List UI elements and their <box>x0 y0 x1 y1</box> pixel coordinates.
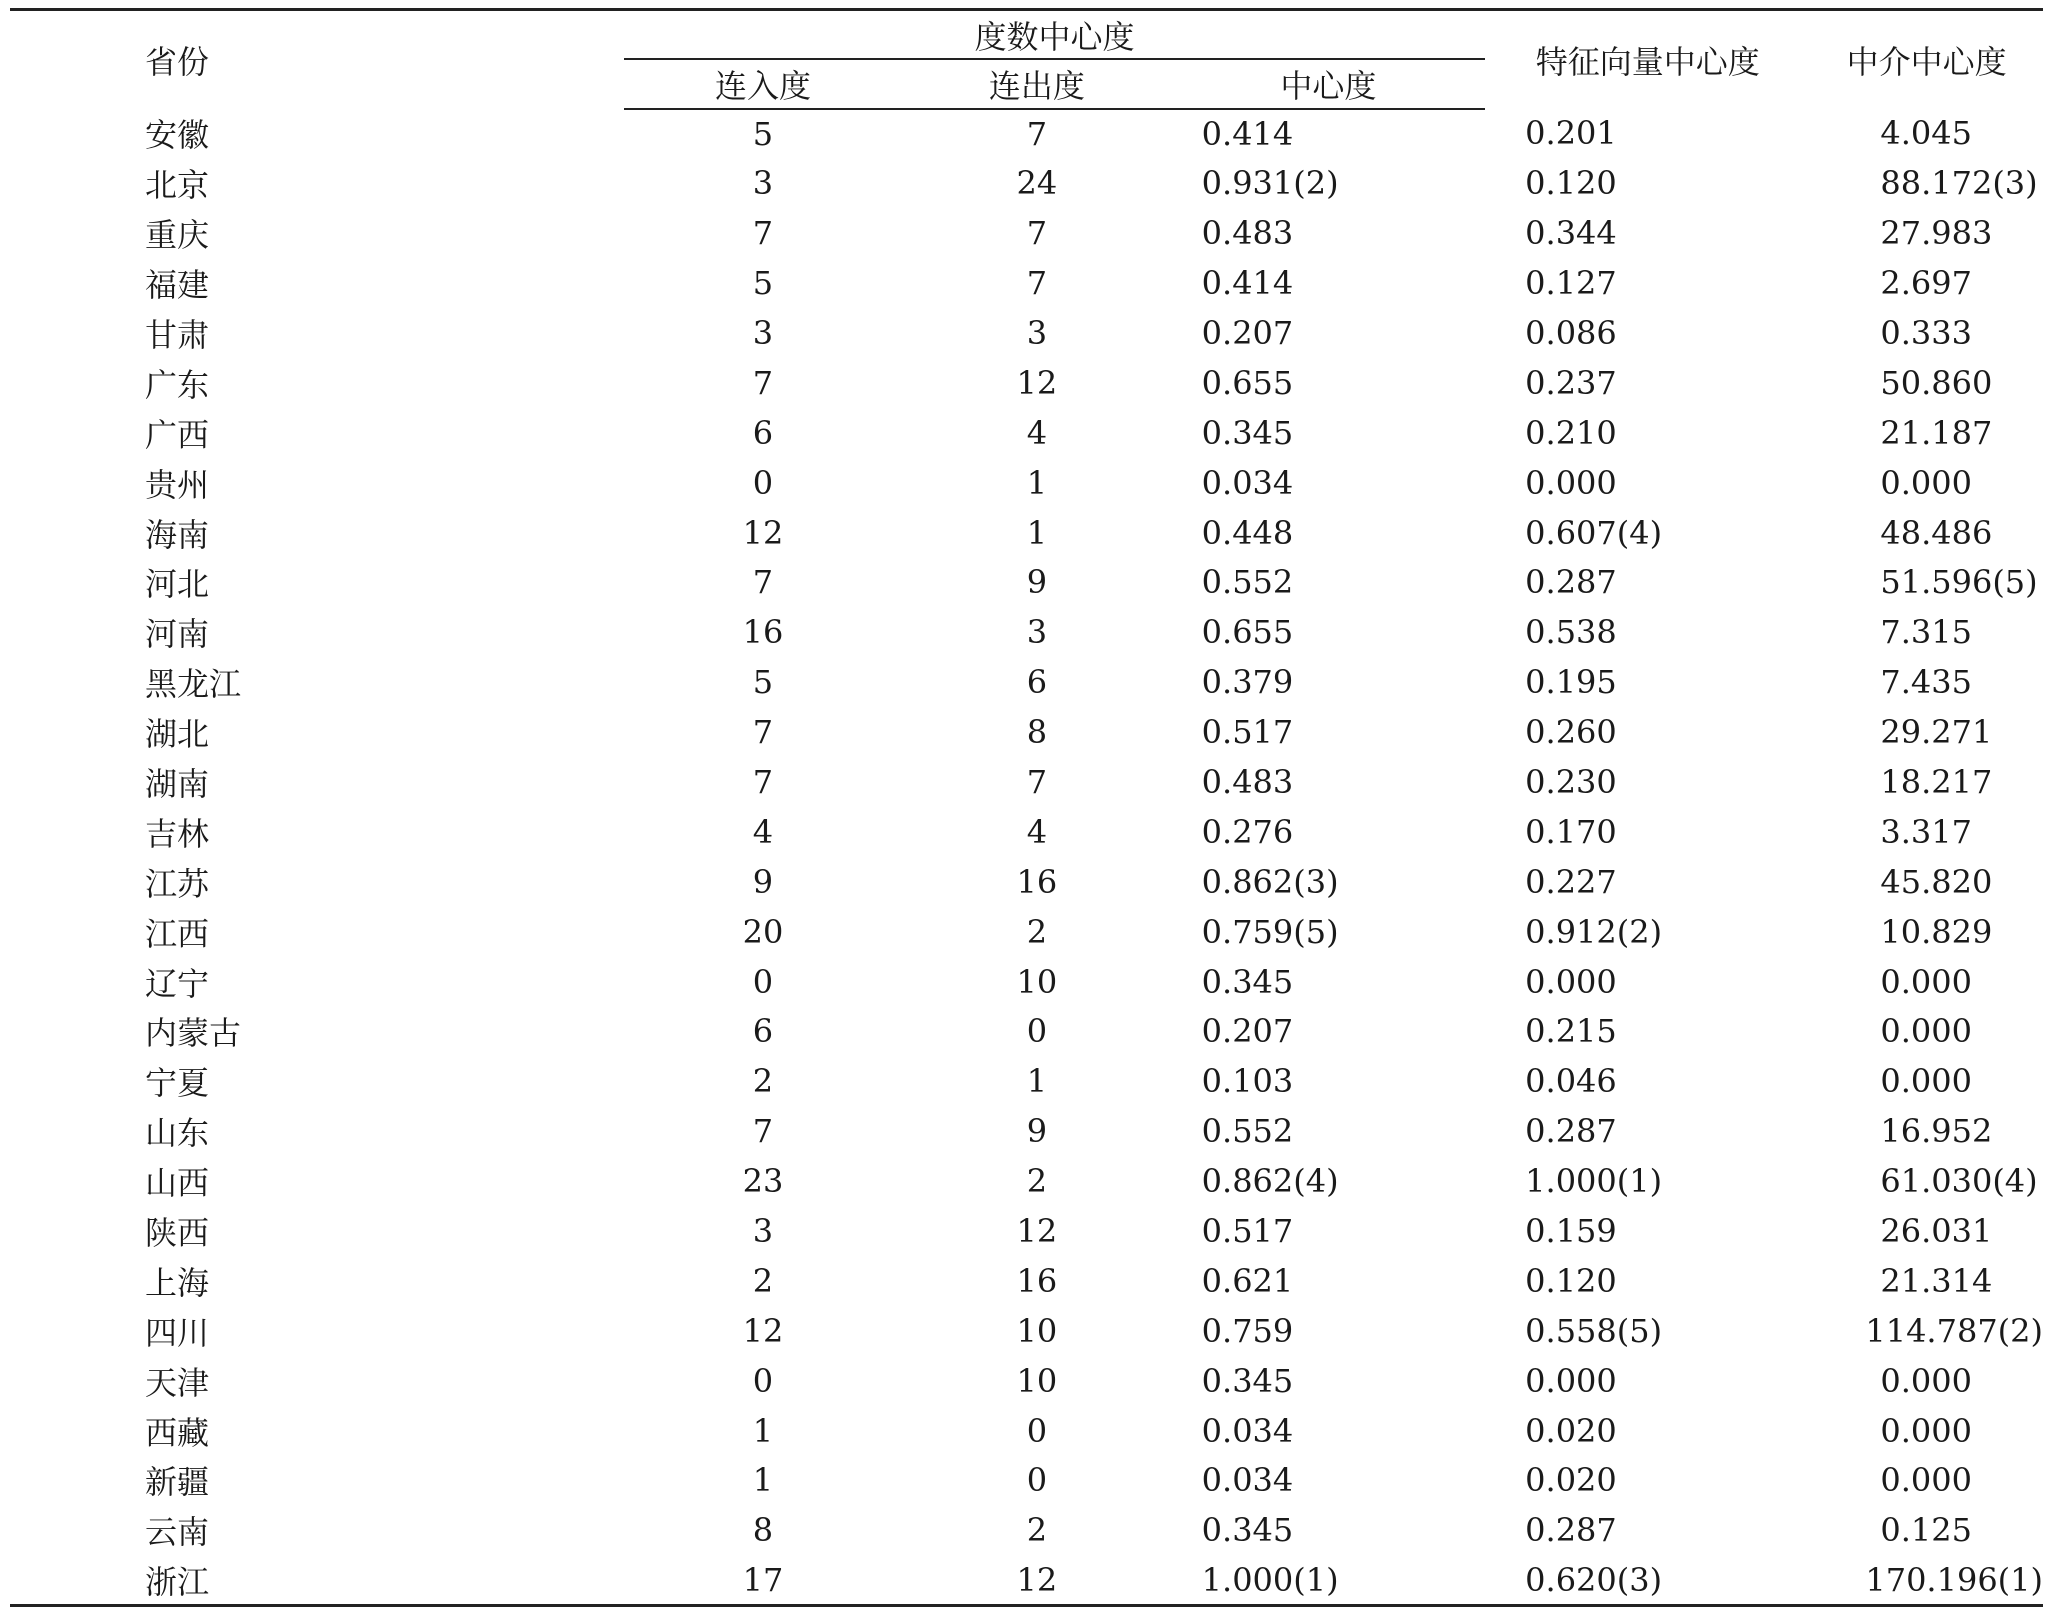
cell-province: 新疆 <box>145 1463 210 1502</box>
cell-eigenvector: 0.287 <box>1525 563 1617 602</box>
cell-betweenness: 26.031 <box>1880 1212 1993 1251</box>
cell-out-degree: 8 <box>1026 713 1048 752</box>
cell-degree-centrality: 0.552 <box>1201 1112 1294 1151</box>
cell-eigenvector: 0.538 <box>1525 613 1617 652</box>
table-row <box>10 757 2043 807</box>
cell-eigenvector: 0.210 <box>1525 413 1617 452</box>
cell-province: 云南 <box>145 1513 210 1552</box>
cell-out-degree: 2 <box>1026 1511 1048 1550</box>
cell-out-degree: 7 <box>1026 763 1048 802</box>
cell-betweenness: 4.045 <box>1880 114 1972 153</box>
cell-betweenness: 48.486 <box>1880 513 1993 552</box>
cell-eigenvector: 0.201 <box>1525 114 1617 153</box>
cell-betweenness: 0.000 <box>1880 1062 1972 1101</box>
cell-province: 山西 <box>145 1164 210 1203</box>
cell-out-degree: 3 <box>1026 314 1048 352</box>
cell-eigenvector: 0.230 <box>1525 763 1617 802</box>
cell-out-degree: 4 <box>1026 413 1048 452</box>
header-province: 省份 <box>10 10 624 109</box>
cell-out-degree: 7 <box>1026 114 1048 153</box>
cell-degree-centrality: 0.034 <box>1201 1411 1294 1450</box>
cell-in-degree: 7 <box>752 363 774 402</box>
cell-province: 天津 <box>145 1363 210 1402</box>
cell-eigenvector: 0.344 <box>1525 214 1617 253</box>
cell-out-degree: 0 <box>1026 1012 1048 1051</box>
cell-in-degree: 0 <box>752 463 774 502</box>
table-row <box>10 807 2043 857</box>
table-row <box>10 857 2043 907</box>
cell-eigenvector: 0.170 <box>1525 812 1617 851</box>
cell-eigenvector: 0.195 <box>1525 663 1617 702</box>
cell-degree-centrality: 0.517 <box>1201 713 1294 752</box>
header-row-top <box>10 10 2043 60</box>
header-out-degree: 连出度 <box>902 60 1172 109</box>
table-row <box>10 1256 2043 1306</box>
table-row <box>10 508 2043 558</box>
cell-eigenvector: 0.120 <box>1525 164 1617 203</box>
cell-betweenness: 16.952 <box>1880 1112 1993 1151</box>
cell-degree-centrality: 0.345 <box>1201 962 1294 1001</box>
header-degree-group: 度数中心度 <box>624 10 1485 60</box>
cell-out-degree: 9 <box>1026 563 1048 602</box>
cell-out-degree: 4 <box>1026 812 1048 851</box>
table-row <box>10 109 2043 159</box>
cell-province: 陕西 <box>145 1214 210 1253</box>
cell-province: 江苏 <box>145 864 210 903</box>
cell-betweenness: 170.196(1) <box>1810 1555 2043 1605</box>
cell-in-degree: 5 <box>752 663 774 702</box>
table-row <box>10 1306 2043 1356</box>
cell-province: 海南 <box>145 515 210 554</box>
cell-degree-centrality: 0.345 <box>1201 1511 1294 1550</box>
cell-in-degree: 7 <box>752 1112 774 1151</box>
table-row <box>10 707 2043 757</box>
cell-degree-centrality: 1.000(1) <box>1172 1555 1486 1605</box>
header-in-degree: 连入度 <box>624 60 902 109</box>
cell-province: 甘肃 <box>145 316 210 354</box>
header-degree-centrality: 中心度 <box>1172 60 1486 109</box>
cell-in-degree: 3 <box>752 164 774 203</box>
table-row <box>10 1406 2043 1456</box>
cell-eigenvector: 0.120 <box>1525 1261 1617 1300</box>
cell-betweenness: 0.125 <box>1880 1511 1972 1550</box>
table-row <box>10 1007 2043 1057</box>
cell-degree-centrality: 0.448 <box>1201 513 1294 552</box>
cell-in-degree: 6 <box>752 413 774 452</box>
cell-in-degree: 12 <box>742 513 784 552</box>
cell-betweenness: 0.333 <box>1880 314 1972 352</box>
cell-in-degree: 1 <box>752 1461 774 1500</box>
cell-out-degree: 0 <box>1026 1411 1048 1450</box>
cell-in-degree: 7 <box>752 763 774 802</box>
cell-degree-centrality: 0.207 <box>1201 1012 1294 1051</box>
cell-eigenvector: 0.287 <box>1525 1112 1617 1151</box>
cell-in-degree: 8 <box>752 1511 774 1550</box>
cell-betweenness: 3.317 <box>1880 812 1972 851</box>
cell-degree-centrality: 0.345 <box>1201 1361 1294 1400</box>
cell-eigenvector: 0.215 <box>1525 1012 1617 1051</box>
cell-eigenvector: 0.159 <box>1525 1212 1617 1251</box>
cell-eigenvector: 0.620(3) <box>1485 1555 1810 1605</box>
table-row <box>10 1106 2043 1156</box>
table-row <box>10 358 2043 408</box>
cell-out-degree: 7 <box>1026 214 1048 253</box>
cell-degree-centrality: 0.414 <box>1201 264 1294 303</box>
cell-degree-centrality: 0.483 <box>1201 763 1294 802</box>
cell-province: 河南 <box>145 615 210 654</box>
cell-province: 湖北 <box>145 715 210 754</box>
cell-betweenness: 0.000 <box>1880 962 1972 1001</box>
table-row <box>10 957 2043 1007</box>
header-betweenness: 中介中心度 <box>1810 10 2043 109</box>
cell-betweenness: 0.000 <box>1880 1361 1972 1400</box>
table-body <box>10 109 2043 1606</box>
cell-in-degree: 0 <box>752 1361 774 1400</box>
table-row <box>10 1356 2043 1406</box>
cell-in-degree: 16 <box>742 613 784 652</box>
cell-province: 重庆 <box>145 216 210 255</box>
cell-in-degree: 23 <box>742 1162 784 1201</box>
cell-degree-centrality: 0.862(4) <box>1201 1162 1339 1201</box>
cell-out-degree: 10 <box>1016 1311 1058 1350</box>
cell-province: 内蒙古 <box>145 1014 242 1053</box>
cell-province: 北京 <box>145 166 210 205</box>
table-row <box>10 208 2043 258</box>
cell-in-degree: 0 <box>752 962 774 1001</box>
cell-out-degree: 12 <box>902 1555 1172 1605</box>
table-row <box>10 158 2043 208</box>
centrality-table <box>10 8 2043 1607</box>
cell-in-degree: 3 <box>752 1212 774 1251</box>
cell-out-degree: 10 <box>1016 962 1058 1001</box>
cell-eigenvector: 0.000 <box>1525 1361 1617 1400</box>
cell-degree-centrality: 0.759 <box>1201 1311 1294 1350</box>
table-row <box>10 1156 2043 1206</box>
cell-out-degree: 10 <box>1016 1361 1058 1400</box>
table-header <box>10 10 2043 109</box>
cell-degree-centrality: 0.862(3) <box>1201 862 1339 901</box>
cell-degree-centrality: 0.207 <box>1201 314 1294 352</box>
cell-province: 福建 <box>145 266 210 305</box>
cell-eigenvector: 0.000 <box>1525 962 1617 1001</box>
cell-eigenvector: 1.000(1) <box>1525 1162 1663 1201</box>
cell-eigenvector: 0.127 <box>1525 264 1617 303</box>
cell-eigenvector: 0.237 <box>1525 363 1617 402</box>
cell-province: 四川 <box>145 1313 210 1352</box>
cell-out-degree: 12 <box>1016 1212 1058 1251</box>
cell-eigenvector: 0.287 <box>1525 1511 1617 1550</box>
cell-province: 贵州 <box>145 465 210 504</box>
cell-degree-centrality: 0.621 <box>1201 1261 1294 1300</box>
cell-out-degree: 7 <box>1026 264 1048 303</box>
cell-degree-centrality: 0.655 <box>1201 363 1294 402</box>
table-row <box>10 1056 2043 1106</box>
table-row <box>10 1555 2043 1605</box>
cell-eigenvector: 0.020 <box>1525 1411 1617 1450</box>
cell-betweenness: 0.000 <box>1880 1461 1972 1500</box>
cell-degree-centrality: 0.483 <box>1201 214 1294 253</box>
cell-out-degree: 6 <box>1026 663 1048 702</box>
cell-province: 河北 <box>145 565 210 604</box>
table-row <box>10 1505 2043 1555</box>
cell-province: 黑龙江 <box>145 665 242 704</box>
cell-in-degree: 1 <box>752 1411 774 1450</box>
cell-degree-centrality: 0.655 <box>1201 613 1294 652</box>
cell-betweenness: 21.314 <box>1880 1261 1993 1300</box>
cell-in-degree: 9 <box>752 862 774 901</box>
cell-degree-centrality: 0.759(5) <box>1201 912 1339 951</box>
cell-out-degree: 2 <box>1026 1162 1048 1201</box>
cell-degree-centrality: 0.517 <box>1201 1212 1294 1251</box>
cell-in-degree: 3 <box>752 314 774 352</box>
cell-betweenness: 7.315 <box>1880 613 1972 652</box>
table-row <box>10 657 2043 707</box>
cell-out-degree: 16 <box>1016 862 1058 901</box>
cell-out-degree: 3 <box>1026 613 1048 652</box>
cell-eigenvector: 0.912(2) <box>1525 912 1663 951</box>
cell-betweenness: 51.596(5) <box>1880 563 2038 602</box>
cell-eigenvector: 0.607(4) <box>1525 513 1663 552</box>
cell-out-degree: 16 <box>1016 1261 1058 1300</box>
cell-out-degree: 1 <box>1026 1062 1048 1101</box>
cell-eigenvector: 0.020 <box>1525 1461 1617 1500</box>
table-row <box>10 607 2043 657</box>
cell-in-degree: 7 <box>752 563 774 602</box>
cell-betweenness: 50.860 <box>1880 363 1993 402</box>
table-row <box>10 458 2043 508</box>
cell-in-degree: 5 <box>752 264 774 303</box>
cell-in-degree: 20 <box>742 912 784 951</box>
cell-province: 湖南 <box>145 765 210 804</box>
cell-betweenness: 27.983 <box>1880 214 1993 253</box>
cell-in-degree: 2 <box>752 1062 774 1101</box>
table-row <box>10 907 2043 957</box>
cell-in-degree: 5 <box>752 114 774 153</box>
cell-province: 江西 <box>145 914 210 953</box>
cell-betweenness: 21.187 <box>1880 413 1993 452</box>
cell-degree-centrality: 0.276 <box>1201 812 1294 851</box>
cell-betweenness: 18.217 <box>1880 763 1993 802</box>
cell-in-degree: 4 <box>752 812 774 851</box>
cell-province: 广东 <box>145 365 210 404</box>
cell-degree-centrality: 0.034 <box>1201 463 1294 502</box>
cell-degree-centrality: 0.931(2) <box>1201 164 1339 203</box>
cell-out-degree: 1 <box>1026 513 1048 552</box>
cell-betweenness: 61.030(4) <box>1880 1162 2038 1201</box>
cell-province: 浙江 <box>10 1555 624 1605</box>
table-row <box>10 1456 2043 1506</box>
table-row <box>10 558 2043 608</box>
cell-betweenness: 114.787(2) <box>1865 1311 2043 1350</box>
cell-betweenness: 7.435 <box>1880 663 1972 702</box>
cell-province: 辽宁 <box>145 964 210 1003</box>
table-row <box>10 1206 2043 1256</box>
cell-out-degree: 2 <box>1026 912 1048 951</box>
cell-degree-centrality: 0.379 <box>1201 663 1294 702</box>
cell-betweenness: 88.172(3) <box>1880 164 2038 203</box>
cell-out-degree: 0 <box>1026 1461 1048 1500</box>
cell-degree-centrality: 0.345 <box>1201 413 1294 452</box>
cell-in-degree: 7 <box>752 214 774 253</box>
cell-betweenness: 29.271 <box>1880 713 1993 752</box>
cell-in-degree: 12 <box>742 1311 784 1350</box>
cell-betweenness: 10.829 <box>1880 912 1993 951</box>
cell-province: 广西 <box>145 415 210 454</box>
table-row <box>10 258 2043 308</box>
cell-degree-centrality: 0.034 <box>1201 1461 1294 1500</box>
cell-degree-centrality: 0.103 <box>1201 1062 1294 1101</box>
cell-out-degree: 1 <box>1026 463 1048 502</box>
header-eigenvector: 特征向量中心度 <box>1485 10 1810 109</box>
cell-out-degree: 9 <box>1026 1112 1048 1151</box>
cell-province: 上海 <box>145 1263 210 1302</box>
cell-eigenvector: 0.558(5) <box>1525 1311 1663 1350</box>
cell-province: 山东 <box>145 1114 210 1153</box>
cell-province: 安徽 <box>145 116 210 155</box>
cell-province: 吉林 <box>145 814 210 853</box>
table-row <box>10 408 2043 458</box>
cell-betweenness: 45.820 <box>1880 862 1993 901</box>
cell-degree-centrality: 0.414 <box>1201 114 1294 153</box>
cell-eigenvector: 0.046 <box>1525 1062 1617 1101</box>
cell-degree-centrality: 0.552 <box>1201 563 1294 602</box>
cell-betweenness: 0.000 <box>1880 1012 1972 1051</box>
table-row <box>10 308 2043 358</box>
cell-betweenness: 2.697 <box>1880 264 1972 303</box>
cell-in-degree: 6 <box>752 1012 774 1051</box>
cell-in-degree: 2 <box>752 1261 774 1300</box>
cell-eigenvector: 0.086 <box>1525 314 1617 352</box>
cell-out-degree: 24 <box>1016 164 1058 203</box>
cell-eigenvector: 0.000 <box>1525 463 1617 502</box>
cell-in-degree: 7 <box>752 713 774 752</box>
cell-betweenness: 0.000 <box>1880 1411 1972 1450</box>
cell-betweenness: 0.000 <box>1880 463 1972 502</box>
cell-out-degree: 12 <box>1016 363 1058 402</box>
cell-in-degree: 17 <box>624 1555 902 1605</box>
cell-eigenvector: 0.227 <box>1525 862 1617 901</box>
cell-eigenvector: 0.260 <box>1525 713 1617 752</box>
cell-province: 西藏 <box>145 1413 210 1452</box>
cell-province: 宁夏 <box>145 1064 210 1103</box>
